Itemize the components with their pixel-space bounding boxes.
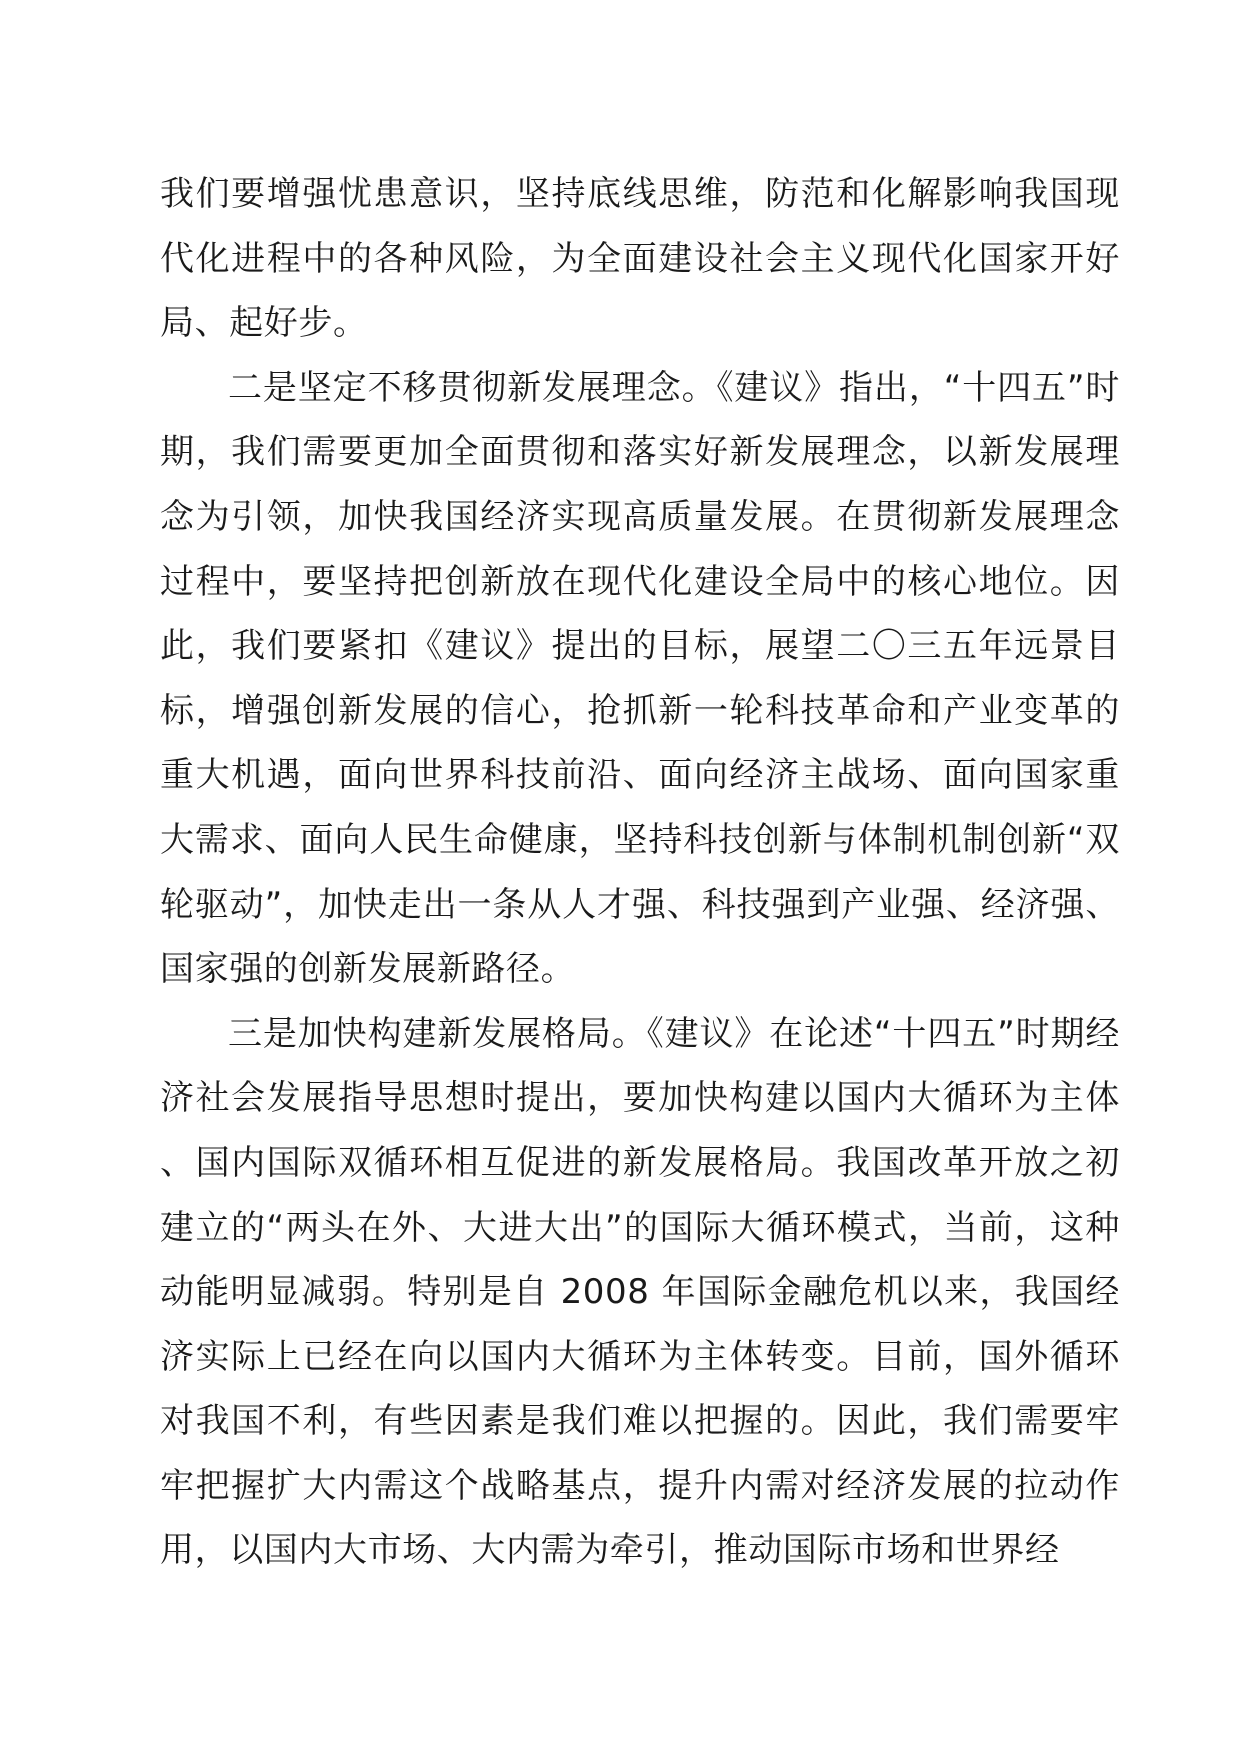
paragraph-new-development-concept: 二是坚定不移贯彻新发展理念。《建议》指出，“十四五”时期，我们需要更加全面贯彻和落实好新发展理念，以新发展理念为引领，加快我国经济实现高质量发展。在贯彻新发展理念过程中，要坚持把创新放在现代化建设全局中的核心地位。因此，我们要紧扣《建议》提出的目标，展望二〇三五年远景目标，增强创新发展的信心，抢抓新一轮科技革命和产业变革的重大机遇，面向世界科技前沿、面向经济主战场、面向国家重大需求、面向人民生命健康，坚持科技创新与体制机制创新“双轮驱动”，加快走出一条从人才强、科技强到产业强、经济强、国家强的创新发展新路径。 bbox=[160, 367, 1120, 990]
paragraph-continuation: 我们要增强忧患意识，坚持底线思维，防范和化解影响我国现代化进程中的各种风险，为全面建设社会主义现代化国家开好局、起好步。 bbox=[160, 174, 1120, 344]
document-body bbox=[160, 162, 1120, 1583]
paragraph-new-development-pattern: 三是加快构建新发展格局。《建议》在论述“十四五”时期经济社会发展指导思想时提出，要加快构建以国内大循环为主体、国内国际双循环相互促进的新发展格局。我国改革开放之初建立的“两头在外、大进大出”的国际大循环模式，当前，这种动能明显减弱。特别是自 2008 年国际金融危机以来，我国经济实际上已经在向以国内大循环为主体转变。目前，国外循环对我国不利，有些因素是我们难以把握的。因此，我们需要牢牢把握扩大内需这个战略基点，提升内需对经济发展的拉动作用，以国内大市场、大内需为牵引，推动国际市场和世界经 bbox=[160, 1013, 1120, 1571]
